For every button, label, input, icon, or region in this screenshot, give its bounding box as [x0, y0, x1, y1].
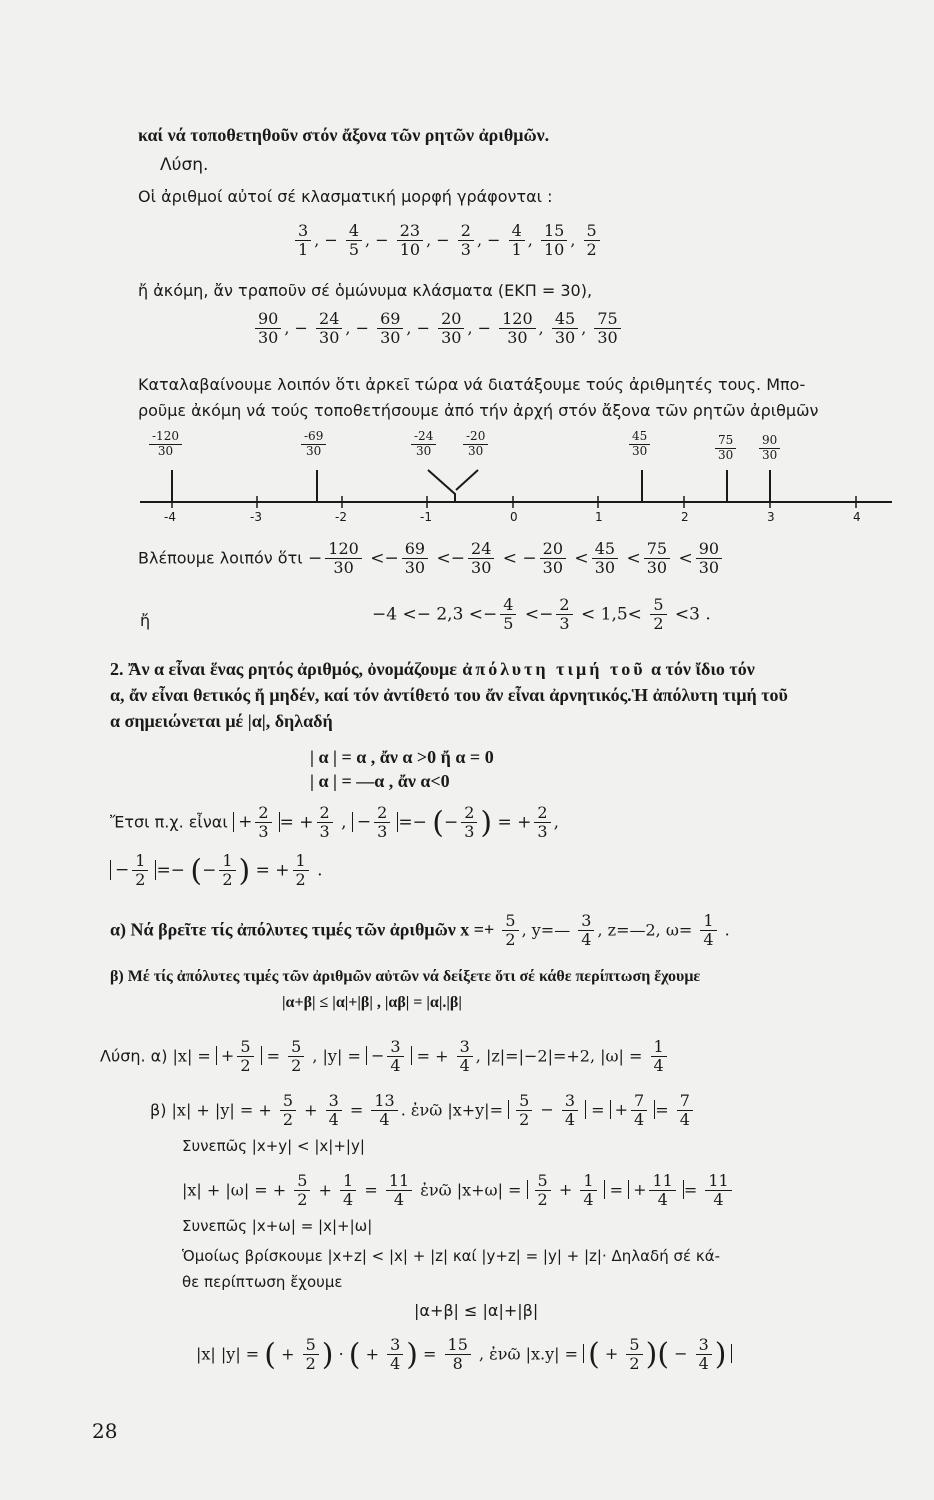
- tick-label: 0: [510, 510, 518, 524]
- axis-label: $\frac{45}{30}$: [626, 430, 653, 459]
- tick-label: -2: [335, 510, 347, 524]
- fractions-row-2: $\frac{90}{30}$ , − $\frac{24}{30}$ , − $\frac{69}{30}$ , − $\frac{20}{30}$ , − $\frac{120}{30}$ , $\frac{45}{30}$ , $\frac{75}{30}$: [252, 310, 624, 348]
- tick-label: 3: [767, 510, 775, 524]
- exercise-a: α) Νά βρεῖτε τίς ἀπόλυτες τιμές τῶν ἀριθμῶν x =+ $\frac{5}{2}$ , y=— $\frac{3}{4}$ , z=—2, ω= $\frac{1}{4}$ .: [110, 911, 730, 950]
- comparison-line: Βλέπουμε λοιπόν ὅτι − $\frac{120}{30}$ <− $\frac{69}{30}$ <− $\frac{24}{30}$ < − $\frac{20}{30}$ < $\frac{45}{30}$ < $\frac{75}{30}$ < $\frac{90}{30}$: [138, 540, 725, 578]
- decimal-comparison: −4 <− 2,3 <− $\frac{4}{5}$ <− $\frac{2}{3}$ < 1,5< $\frac{5}{2}$ <3 .: [372, 595, 711, 634]
- fractions-row-1: $\frac{3}{1}$ , − $\frac{4}{5}$ , − $\frac{23}{10}$ , − $\frac{2}{3}$ , − $\frac{4}{1}$ , $\frac{15}{10}$ , $\frac{5}{2}$: [292, 222, 603, 260]
- order-line-1: Καταλαβαίνουμε λοιπόν ὅτι ἀρκεῖ τώρα νά διατάξουμε τούς ἀριθμητές τους. Μπο-: [138, 375, 806, 394]
- tick-label: 4: [853, 510, 861, 524]
- solution-a: Λύση. α) |x| = + $\frac{5}{2}$ = $\frac{5}{2}$ , |y| = − $\frac{3}{4}$ = + $\frac{3}{4}$ , |z|=|−2|=+2, |ω| = $\frac{1}{4}$: [100, 1038, 670, 1076]
- axis-label: $\frac{-24}{30}$: [408, 430, 439, 459]
- definition-line-2: α, ἄν εἶναι θετικός ἤ μηδέν, καί τόν ἀντίθετό του ἄν εἶναι ἀρνητικός.Ἡ ἀπόλυτη τιμή τοῦ: [110, 685, 788, 705]
- similarly-line-2: θε περίπτωση ἔχουμε: [182, 1273, 343, 1291]
- abs-def-positive: | α | = α , ἄν α >0 ἤ α = 0: [310, 747, 494, 767]
- solution-b-1: β) |x| + |y| = + $\frac{5}{2}$ + $\frac{3}{4}$ = $\frac{13}{4}$ . ἐνῶ |x+y|= $\frac{5}{2}$ − $\frac{3}{4}$ = + $\frac{7}{4}$ = $\frac{7}{4}$: [150, 1092, 696, 1130]
- solution-heading: Λύση.: [160, 155, 209, 175]
- axis-label: $\frac{90}{30}$: [756, 434, 783, 463]
- exercise-b: β) Μέ τίς ἀπόλυτες τιμές τῶν ἀριθμῶν αὐτῶν νά δείξετε ὅτι σέ κάθε περίπτωση ἔχουμε: [110, 968, 701, 985]
- tick-label: -4: [164, 510, 176, 524]
- axis-label: $\frac{-69}{30}$: [298, 430, 329, 459]
- tick-label: 1: [595, 510, 603, 524]
- tick-label: 2: [681, 510, 689, 524]
- abs-def-negative: | α | = —α , ἄν α<0: [310, 771, 450, 791]
- axis-label: $\frac{75}{30}$: [712, 434, 739, 463]
- consequence-1: Συνεπῶς |x+y| < |x|+|y|: [182, 1137, 365, 1155]
- tick-label: -3: [250, 510, 262, 524]
- order-line-2: ροῦμε ἀκόμη νά τούς τοποθετήσουμε ἀπό τήν ἀρχή στόν ἄξονα τῶν ρητῶν ἀριθμῶν: [138, 401, 819, 420]
- pointer: [428, 470, 455, 502]
- consequence-2: Συνεπῶς |x+ω| = |x|+|ω|: [182, 1217, 373, 1235]
- definition-line-3: α σημειώνεται μέ |α|, δηλαδή: [110, 711, 333, 731]
- axis-label: $\frac{-120}{30}$: [146, 430, 185, 459]
- fraction-form-line: Οἱ ἀριθμοί αὐτοί σέ κλασματική μορφή γράφονται :: [138, 187, 553, 206]
- product-line: |x| |y| = ( + $\frac{5}{2}$ ) · ( + $\frac{3}{4}$ ) = $\frac{15}{8}$ , ἐνῶ |x.y| = ( + $\frac{5}{2}$ )( − $\frac{3}{4}$ ): [196, 1336, 732, 1374]
- example-line-2: − $\frac{1}{2}$ =− (− $\frac{1}{2}$ ) = + $\frac{1}{2}$ .: [110, 852, 323, 890]
- tick-label: -1: [420, 510, 432, 524]
- triangle-inequality: |α+β| ≤ |α|+|β|: [414, 1301, 539, 1320]
- same-denominator-line: ἤ ἀκόμη, ἄν τραποῦν σέ ὁμώνυμα κλάσματα (ΕΚΠ = 30),: [138, 281, 593, 300]
- pointer: [456, 470, 478, 490]
- definition-line-1: 2. Ἄν α εἶναι ἕνας ρητός ἀριθμός, ὀνομάζουμε ἀπόλυτη τιμή τοῦ α τόν ἴδιο τόν: [110, 659, 755, 679]
- intro-line: καί νά τοποθετηθοῦν στόν ἄξονα τῶν ρητῶν ἀριθμῶν.: [138, 125, 550, 145]
- axis-label: $\frac{-20}{30}$: [460, 430, 491, 459]
- example-line-1: Ἔτσι π.χ. εἶναι + $\frac{2}{3}$ = + $\frac{2}{3}$ , − $\frac{2}{3}$ =− (− $\frac{2}{3}$ ) = + $\frac{2}{3}$ ,: [110, 803, 560, 842]
- page-number: 28: [92, 1419, 118, 1443]
- solution-b-2: |x| + |ω| = + $\frac{5}{2}$ + $\frac{1}{4}$ = $\frac{11}{4}$ ἐνῶ |x+ω| = $\frac{5}{2}$ + $\frac{1}{4}$ = + $\frac{11}{4}$ = $\frac{11}{4}$: [182, 1172, 735, 1210]
- or-label: ἤ: [140, 611, 151, 630]
- exercise-b-formulas: |α+β| ≤ |α|+|β| , |αβ| = |α|.|β|: [282, 994, 462, 1011]
- similarly-line-1: Ὁμοίως βρίσκουμε |x+z| < |x| + |z| καί |y+z| = |y| + |z|· Δηλαδή σέ κά-: [182, 1247, 721, 1265]
